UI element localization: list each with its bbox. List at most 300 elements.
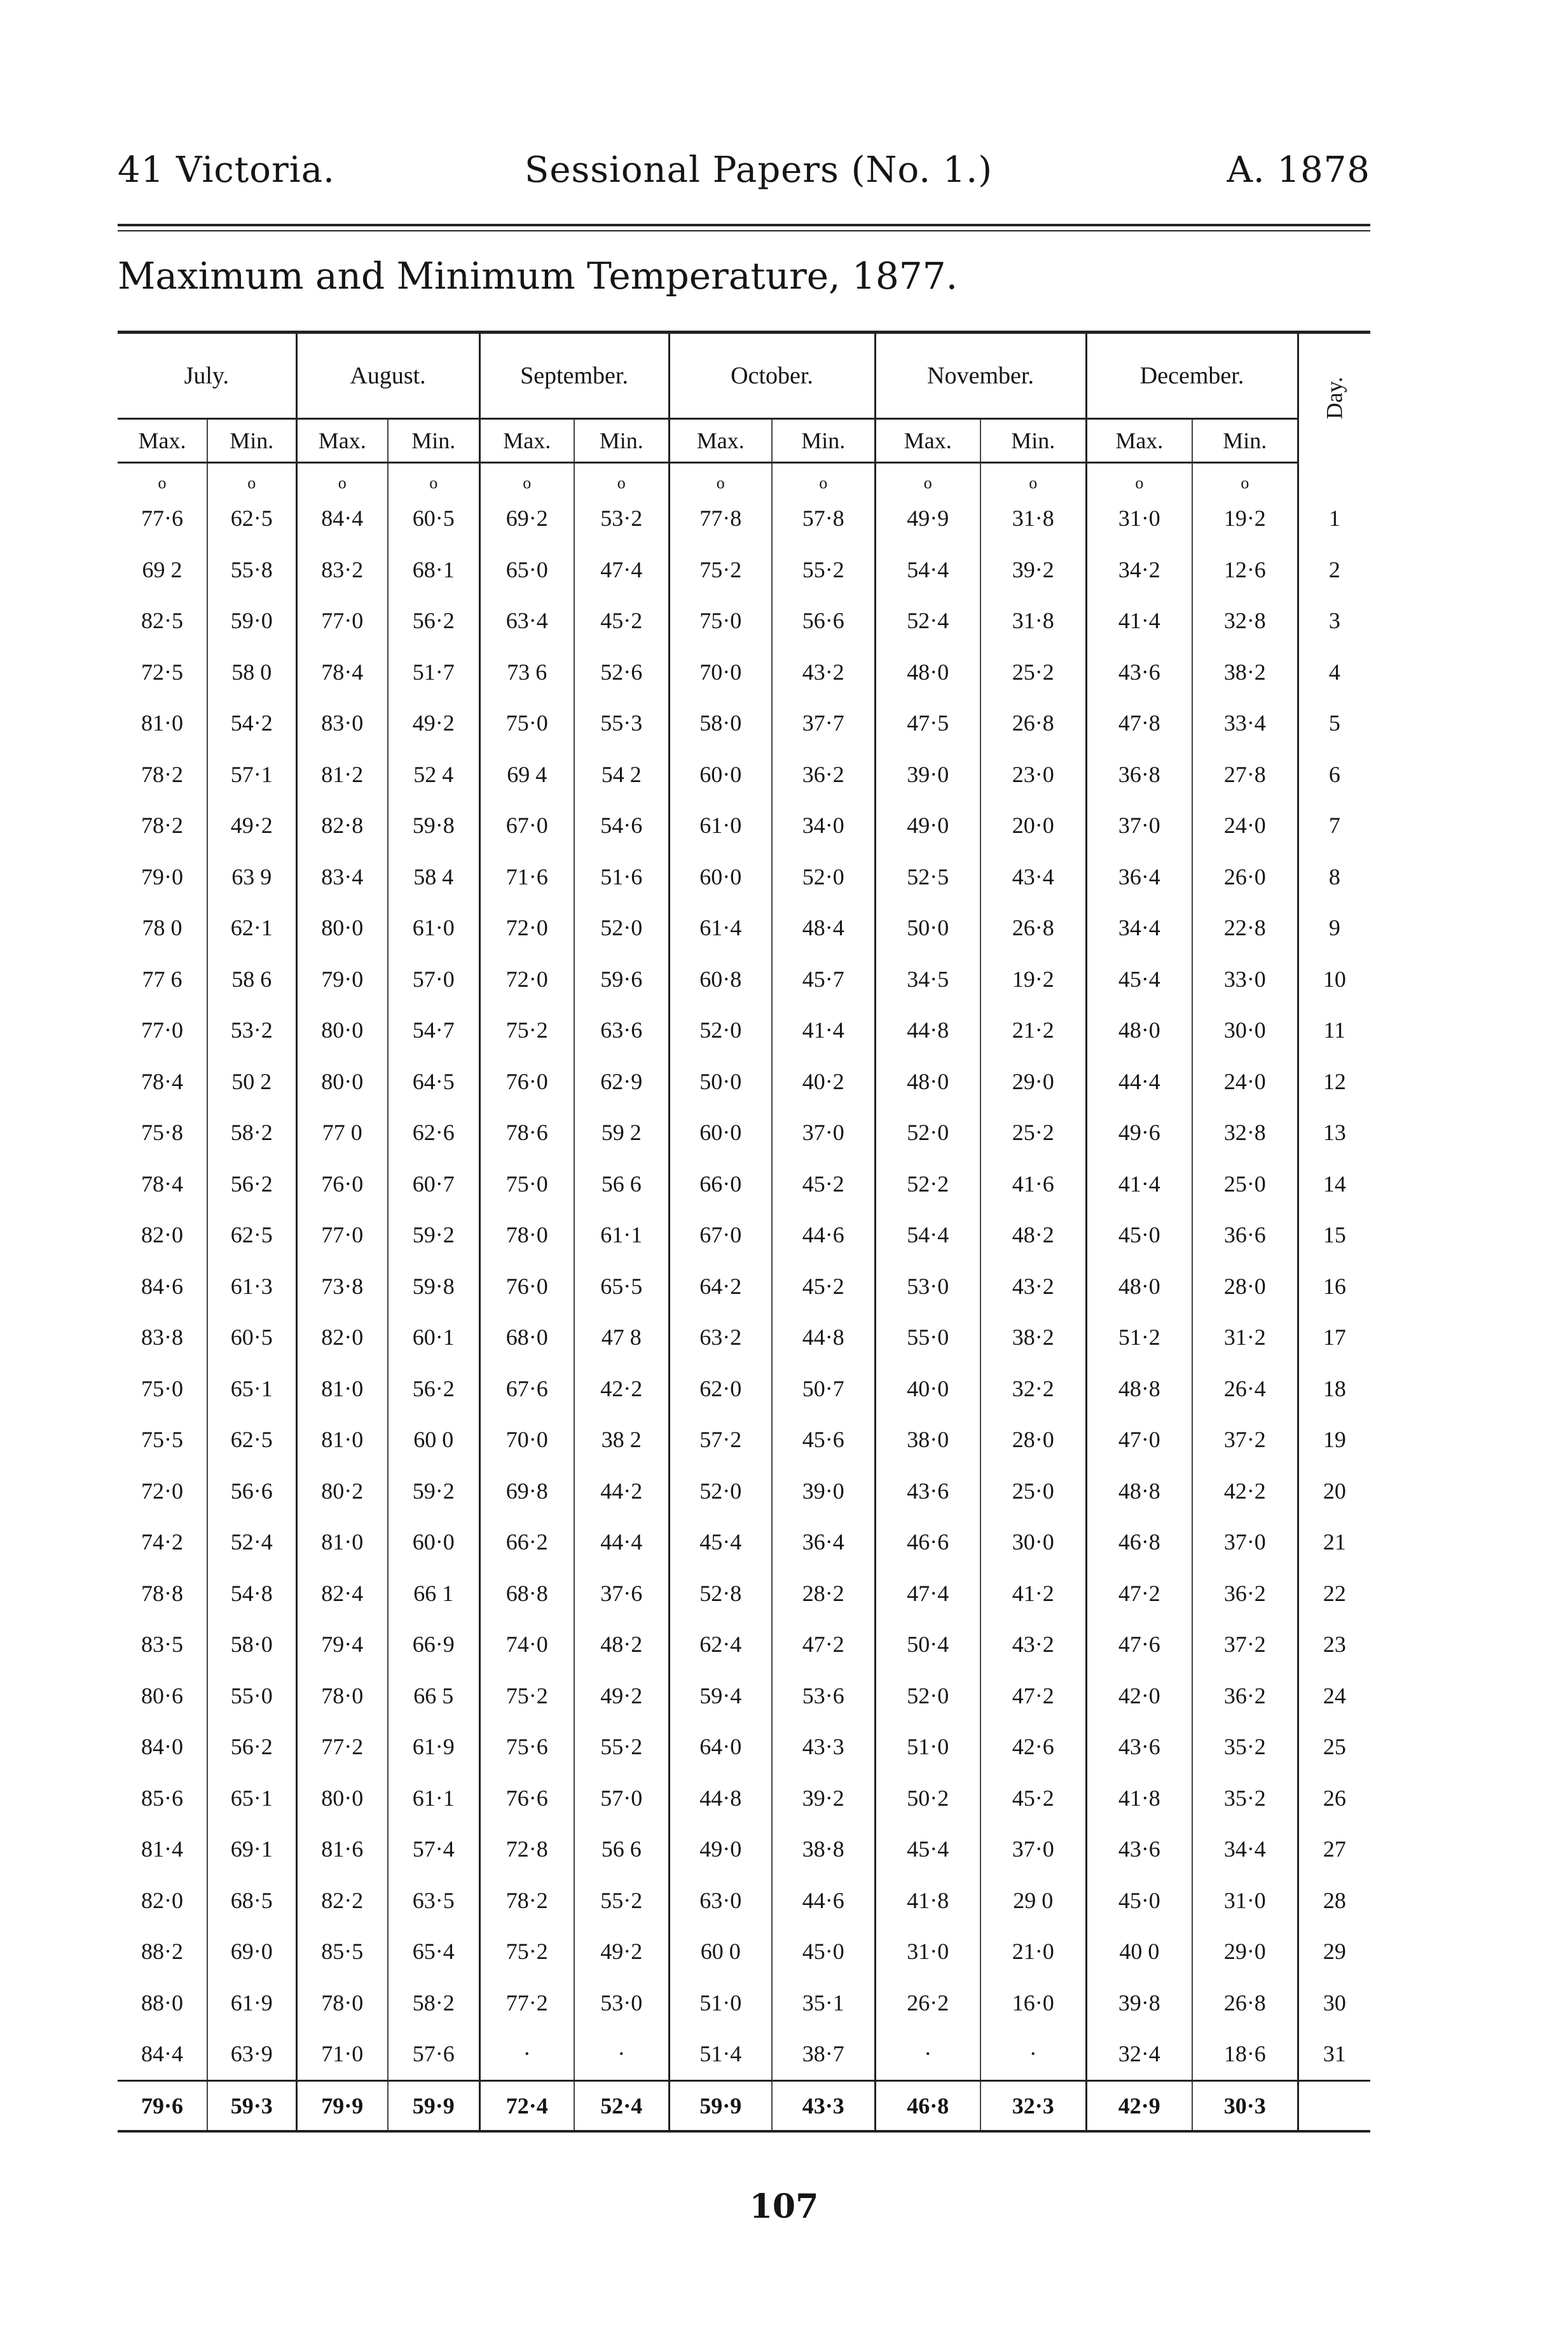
september-min-cell: 55·3: [574, 697, 669, 749]
november-max-cell: 52·0: [875, 1670, 980, 1722]
august-max-cell: 83·4: [296, 851, 388, 903]
december-max-cell: 46·8: [1086, 1516, 1192, 1568]
table-row: [118, 1261, 1370, 1312]
november-max-cell: 52·2: [875, 1158, 980, 1210]
september-min-cell: 51·6: [574, 851, 669, 903]
august-max-cell: 80·0: [296, 902, 388, 954]
august-min-cell: 58·2: [388, 1977, 479, 2029]
table-row: [118, 493, 1370, 544]
september-min-label: Min.: [574, 419, 669, 463]
july-max-cell: 84·4: [118, 2028, 207, 2080]
november-max-cell: 55·0: [875, 1312, 980, 1363]
day-number: 29: [1323, 1939, 1346, 1965]
november-min-cell: 29·0: [980, 1056, 1086, 1108]
december-max-cell: 41·4: [1086, 595, 1192, 647]
table-row: [118, 1209, 1370, 1261]
max-min-header-row: [118, 419, 1370, 463]
means-day-spacer: [1298, 2080, 1370, 2131]
day-number: 31: [1323, 2041, 1346, 2067]
october-min-cell: 57·8: [772, 493, 875, 544]
day-number: 25: [1323, 1734, 1346, 1760]
october-max-cell: 62·4: [669, 1619, 772, 1670]
august-max-cell: 80·0: [296, 1773, 388, 1824]
july-min-cell: 68·5: [207, 1875, 296, 1927]
november-max-cell: 51·0: [875, 1721, 980, 1773]
october-max-cell: 50·0: [669, 1056, 772, 1108]
month-september: September.: [479, 333, 669, 419]
july-min-cell: 65·1: [207, 1773, 296, 1824]
november-max-label: Max.: [875, 419, 980, 463]
day-number: 2: [1328, 556, 1340, 582]
december-max-cell: 34·4: [1086, 902, 1192, 954]
july-max-cell: 78·4: [118, 1056, 207, 1108]
table-row: [118, 1363, 1370, 1415]
july-max-cell: 88·2: [118, 1926, 207, 1977]
october-max-cell: 57·2: [669, 1414, 772, 1466]
degree-symbol: o: [1192, 463, 1298, 493]
october-max-cell: 51·0: [669, 1977, 772, 2029]
september-max-cell: 68·0: [479, 1312, 574, 1363]
november-max-cell: 26·2: [875, 1977, 980, 2029]
december-max-cell: 39·8: [1086, 1977, 1192, 2029]
table-row: [118, 1158, 1370, 1210]
day-number: 28: [1323, 1887, 1346, 1913]
august-max-label: Max.: [296, 419, 388, 463]
august-min-cell: 61·1: [388, 1773, 479, 1824]
month-july: July.: [118, 333, 296, 419]
july-min-cell: 54·8: [207, 1568, 296, 1619]
september-max-cell: 69 4: [479, 749, 574, 800]
day-number: 1: [1328, 505, 1340, 532]
july-min-cell: 57·1: [207, 749, 296, 800]
november-min-cell: 23·0: [980, 749, 1086, 800]
degree-symbol: o: [118, 463, 207, 493]
december-min-cell: 12·6: [1192, 544, 1298, 596]
september-min-cell: 44·4: [574, 1516, 669, 1568]
july-max-cell: 72·5: [118, 647, 207, 698]
july-max-cell: 69 2: [118, 544, 207, 596]
july-max-cell: 83·8: [118, 1312, 207, 1363]
august-min-cell: 59·8: [388, 1261, 479, 1312]
october-min-cell: 48·4: [772, 902, 875, 954]
december-max-cell: 43·6: [1086, 647, 1192, 698]
october-max-cell: 45·4: [669, 1516, 772, 1568]
october-min-cell: 45·6: [772, 1414, 875, 1466]
october-max-cell: 52·0: [669, 1466, 772, 1517]
header-rule-1: [118, 224, 1370, 226]
july-min-cell: 55·8: [207, 544, 296, 596]
november-min-cell: 29 0: [980, 1875, 1086, 1927]
december-min-cell: 37·2: [1192, 1619, 1298, 1670]
day-number: 6: [1328, 761, 1340, 787]
october-min-cell: 38·8: [772, 1824, 875, 1875]
october-min-cell: 37·0: [772, 1107, 875, 1158]
december-min-cell: 24·0: [1192, 1056, 1298, 1108]
november-min-cell: 21·2: [980, 1005, 1086, 1056]
november-min-cell: 43·4: [980, 851, 1086, 903]
july-max-cell: 82·5: [118, 595, 207, 647]
degree-symbol: o: [207, 463, 296, 493]
october-max-cell: 58·0: [669, 697, 772, 749]
august-min-cell: 60 0: [388, 1414, 479, 1466]
july-max-cell: 74·2: [118, 1516, 207, 1568]
july-max-cell: 78·2: [118, 800, 207, 851]
august-min-cell: 62·6: [388, 1107, 479, 1158]
december-min-cell: 26·0: [1192, 851, 1298, 903]
july-min-cell: 63·9: [207, 2028, 296, 2080]
header-year: A. 1878: [1227, 149, 1370, 191]
august-max-cell: 82·8: [296, 800, 388, 851]
september-max-cell: 66·2: [479, 1516, 574, 1568]
august-min-cell: 66 5: [388, 1670, 479, 1722]
september-min-cell: 54 2: [574, 749, 669, 800]
august-min-cell: 58 4: [388, 851, 479, 903]
table-row: [118, 1466, 1370, 1517]
day-number: 14: [1323, 1171, 1346, 1197]
september-min-cell: 38 2: [574, 1414, 669, 1466]
september-max-cell: 75·6: [479, 1721, 574, 1773]
july-max-cell: 81·4: [118, 1824, 207, 1875]
july-max-cell: 78·2: [118, 749, 207, 800]
october-min-cell: 45·2: [772, 1261, 875, 1312]
july-max-cell: 77 6: [118, 954, 207, 1005]
november-max-cell: 54·4: [875, 544, 980, 596]
august-min-cell: 61·0: [388, 902, 479, 954]
october-max-cell: 62·0: [669, 1363, 772, 1415]
november-min-mean: 32·3: [980, 2080, 1086, 2131]
december-max-cell: 34·2: [1086, 544, 1192, 596]
july-max-cell: 82·0: [118, 1875, 207, 1927]
october-max-cell: 44·8: [669, 1773, 772, 1824]
september-min-cell: 42·2: [574, 1363, 669, 1415]
july-max-cell: 75·5: [118, 1414, 207, 1466]
july-min-cell: 58·2: [207, 1107, 296, 1158]
august-max-cell: 84·4: [296, 493, 388, 544]
november-min-cell: 37·0: [980, 1824, 1086, 1875]
table-row: [118, 1107, 1370, 1158]
july-min-cell: 62·5: [207, 1209, 296, 1261]
november-min-cell: 48·2: [980, 1209, 1086, 1261]
september-max-cell: 75·2: [479, 1926, 574, 1977]
degree-symbol: o: [479, 463, 574, 493]
august-max-cell: 71·0: [296, 2028, 388, 2080]
november-max-cell: 54·4: [875, 1209, 980, 1261]
november-min-cell: 25·2: [980, 1107, 1086, 1158]
september-min-mean: 52·4: [574, 2080, 669, 2131]
september-max-cell: 77·2: [479, 1977, 574, 2029]
september-max-cell: 78·0: [479, 1209, 574, 1261]
july-max-cell: 78·4: [118, 1158, 207, 1210]
table-row: [118, 1056, 1370, 1108]
august-max-cell: 78·0: [296, 1977, 388, 2029]
august-min-cell: 59·2: [388, 1466, 479, 1517]
september-min-cell: 52·6: [574, 647, 669, 698]
header-rule-2: [118, 230, 1370, 231]
december-max-label: Max.: [1086, 419, 1192, 463]
september-min-cell: 56 6: [574, 1824, 669, 1875]
october-max-cell: 67·0: [669, 1209, 772, 1261]
september-max-cell: 70·0: [479, 1414, 574, 1466]
august-max-cell: 82·4: [296, 1568, 388, 1619]
december-min-cell: 24·0: [1192, 800, 1298, 851]
july-min-cell: 58 6: [207, 954, 296, 1005]
december-min-cell: 36·2: [1192, 1670, 1298, 1722]
day-column-header: Day.: [1298, 333, 1370, 463]
december-min-cell: 29·0: [1192, 1926, 1298, 1977]
september-min-cell: 47 8: [574, 1312, 669, 1363]
september-max-cell: 76·0: [479, 1261, 574, 1312]
july-max-cell: 78·8: [118, 1568, 207, 1619]
table-row: [118, 1568, 1370, 1619]
september-max-cell: 75·2: [479, 1670, 574, 1722]
november-max-cell: 50·2: [875, 1773, 980, 1824]
november-min-cell: 28·0: [980, 1414, 1086, 1466]
september-max-cell: 69·2: [479, 493, 574, 544]
november-min-cell: 32·2: [980, 1363, 1086, 1415]
november-max-cell: 47·4: [875, 1568, 980, 1619]
table-row: [118, 1773, 1370, 1824]
september-min-cell: 55·2: [574, 1875, 669, 1927]
december-max-cell: 49·6: [1086, 1107, 1192, 1158]
october-max-cell: 75·2: [669, 544, 772, 596]
december-max-cell: 48·8: [1086, 1363, 1192, 1415]
day-number: 5: [1328, 710, 1340, 736]
july-max-cell: 82·0: [118, 1209, 207, 1261]
july-min-cell: 61·9: [207, 1977, 296, 2029]
table-row: [118, 647, 1370, 698]
december-min-cell: 37·2: [1192, 1414, 1298, 1466]
table-row: [118, 2028, 1370, 2080]
table-row: [118, 1414, 1370, 1466]
august-max-cell: 78·0: [296, 1670, 388, 1722]
december-max-cell: 37·0: [1086, 800, 1192, 851]
table-row: [118, 1312, 1370, 1363]
september-max-cell: 68·8: [479, 1568, 574, 1619]
november-max-cell: 46·6: [875, 1516, 980, 1568]
september-min-cell: 52·0: [574, 902, 669, 954]
july-min-cell: 50 2: [207, 1056, 296, 1108]
august-max-cell: 82·0: [296, 1312, 388, 1363]
day-number: 23: [1323, 1632, 1346, 1658]
october-min-cell: 55·2: [772, 544, 875, 596]
degree-symbol: o: [669, 463, 772, 493]
august-max-cell: 78·4: [296, 647, 388, 698]
december-max-cell: 51·2: [1086, 1312, 1192, 1363]
december-min-cell: 26·8: [1192, 1977, 1298, 2029]
august-max-cell: 80·2: [296, 1466, 388, 1517]
july-min-cell: 56·2: [207, 1721, 296, 1773]
july-min-cell: 59·0: [207, 595, 296, 647]
november-min-cell: 30·0: [980, 1516, 1086, 1568]
november-min-cell: 26·8: [980, 697, 1086, 749]
october-min-cell: 43·3: [772, 1721, 875, 1773]
september-min-cell: 53·2: [574, 493, 669, 544]
august-max-cell: 77 0: [296, 1107, 388, 1158]
august-min-cell: 56·2: [388, 1363, 479, 1415]
september-max-cell: 72·0: [479, 902, 574, 954]
september-min-cell: 44·2: [574, 1466, 669, 1517]
table-row: [118, 595, 1370, 647]
november-max-cell: 52·4: [875, 595, 980, 647]
october-min-cell: 36·2: [772, 749, 875, 800]
december-max-cell: 43·6: [1086, 1824, 1192, 1875]
december-min-cell: 28·0: [1192, 1261, 1298, 1312]
november-max-mean: 46·8: [875, 2080, 980, 2131]
december-max-cell: 48·0: [1086, 1005, 1192, 1056]
december-min-cell: 30·0: [1192, 1005, 1298, 1056]
table-row: [118, 1670, 1370, 1722]
november-min-cell: 19·2: [980, 954, 1086, 1005]
august-min-cell: 68·1: [388, 544, 479, 596]
july-min-cell: 58·0: [207, 1619, 296, 1670]
october-max-cell: 63·0: [669, 1875, 772, 1927]
december-max-cell: 47·6: [1086, 1619, 1192, 1670]
august-min-cell: 49·2: [388, 697, 479, 749]
december-max-mean: 42·9: [1086, 2080, 1192, 2131]
september-min-cell: 47·4: [574, 544, 669, 596]
day-number: 7: [1328, 813, 1340, 839]
november-min-cell: 45·2: [980, 1773, 1086, 1824]
november-max-cell: ·: [875, 2028, 980, 2080]
day-number: 4: [1328, 659, 1340, 685]
october-max-cell: 59·4: [669, 1670, 772, 1722]
daily-rows: [118, 493, 1370, 2080]
august-max-cell: 82·2: [296, 1875, 388, 1927]
degree-symbol: o: [772, 463, 875, 493]
august-max-mean: 79·9: [296, 2080, 388, 2131]
august-min-label: Min.: [388, 419, 479, 463]
october-max-cell: 51·4: [669, 2028, 772, 2080]
day-number: 16: [1323, 1273, 1346, 1299]
september-max-cell: 78·6: [479, 1107, 574, 1158]
september-min-cell: 54·6: [574, 800, 669, 851]
december-min-cell: 34·4: [1192, 1824, 1298, 1875]
october-min-cell: 34·0: [772, 800, 875, 851]
november-max-cell: 48·0: [875, 647, 980, 698]
october-min-cell: 35·1: [772, 1977, 875, 2029]
september-max-cell: 69·8: [479, 1466, 574, 1517]
august-min-cell: 66·9: [388, 1619, 479, 1670]
day-number: 19: [1323, 1427, 1346, 1453]
october-min-cell: 28·2: [772, 1568, 875, 1619]
october-min-cell: 52·0: [772, 851, 875, 903]
september-max-cell: ·: [479, 2028, 574, 2080]
november-min-cell: 26·8: [980, 902, 1086, 954]
november-min-cell: 31·8: [980, 493, 1086, 544]
october-min-mean: 43·3: [772, 2080, 875, 2131]
november-min-cell: 16·0: [980, 1977, 1086, 2029]
july-max-cell: 77·0: [118, 1005, 207, 1056]
july-max-cell: 85·6: [118, 1773, 207, 1824]
day-number: 22: [1323, 1580, 1346, 1606]
october-max-cell: 60·0: [669, 1107, 772, 1158]
day-number: 13: [1323, 1120, 1346, 1146]
table-row: [118, 1005, 1370, 1056]
october-min-cell: 53·6: [772, 1670, 875, 1722]
october-min-cell: 39·2: [772, 1773, 875, 1824]
july-min-cell: 65·1: [207, 1363, 296, 1415]
day-number: 17: [1323, 1324, 1346, 1350]
table-row: [118, 1721, 1370, 1773]
november-max-cell: 44·8: [875, 1005, 980, 1056]
september-min-cell: 63·6: [574, 1005, 669, 1056]
december-min-cell: 25·0: [1192, 1158, 1298, 1210]
header-title: Sessional Papers (No. 1.): [525, 149, 993, 191]
degree-symbol-row: [118, 463, 1370, 493]
july-max-cell: 84·0: [118, 1721, 207, 1773]
october-max-cell: 77·8: [669, 493, 772, 544]
july-min-cell: 61·3: [207, 1261, 296, 1312]
table-row: [118, 902, 1370, 954]
november-min-cell: 43·2: [980, 1261, 1086, 1312]
august-min-cell: 60·7: [388, 1158, 479, 1210]
november-max-cell: 49·0: [875, 800, 980, 851]
october-min-cell: 41·4: [772, 1005, 875, 1056]
september-min-cell: ·: [574, 2028, 669, 2080]
november-min-cell: 41·6: [980, 1158, 1086, 1210]
september-min-cell: 59 2: [574, 1107, 669, 1158]
august-max-cell: 79·0: [296, 954, 388, 1005]
october-min-cell: 45·2: [772, 1158, 875, 1210]
table-row: [118, 1516, 1370, 1568]
october-min-cell: 44·8: [772, 1312, 875, 1363]
july-min-label: Min.: [207, 419, 296, 463]
september-min-cell: 49·2: [574, 1670, 669, 1722]
month-header-row: [118, 333, 1370, 419]
july-max-cell: 78 0: [118, 902, 207, 954]
july-min-cell: 62·5: [207, 1414, 296, 1466]
month-december: December.: [1086, 333, 1298, 419]
september-max-label: Max.: [479, 419, 574, 463]
july-max-label: Max.: [118, 419, 207, 463]
november-max-cell: 45·4: [875, 1824, 980, 1875]
september-min-cell: 62·9: [574, 1056, 669, 1108]
november-max-cell: 48·0: [875, 1056, 980, 1108]
september-max-cell: 72·0: [479, 954, 574, 1005]
november-min-cell: 39·2: [980, 544, 1086, 596]
november-min-cell: 31·8: [980, 595, 1086, 647]
november-min-cell: 21·0: [980, 1926, 1086, 1977]
july-max-mean: 79·6: [118, 2080, 207, 2131]
november-min-cell: 47·2: [980, 1670, 1086, 1722]
august-min-cell: 60·1: [388, 1312, 479, 1363]
december-max-cell: 48·0: [1086, 1261, 1192, 1312]
day-number: 10: [1323, 966, 1346, 992]
july-min-cell: 49·2: [207, 800, 296, 851]
september-max-cell: 75·0: [479, 697, 574, 749]
december-min-cell: 33·0: [1192, 954, 1298, 1005]
october-min-cell: 45·7: [772, 954, 875, 1005]
september-max-cell: 65·0: [479, 544, 574, 596]
table-title: Maximum and Minimum Temperature, 1877.: [118, 254, 958, 298]
september-min-cell: 45·2: [574, 595, 669, 647]
temperature-table: [118, 331, 1370, 2133]
august-max-cell: 81·0: [296, 1363, 388, 1415]
august-max-cell: 81·6: [296, 1824, 388, 1875]
august-max-cell: 83·0: [296, 697, 388, 749]
day-number: 8: [1328, 863, 1340, 890]
august-min-cell: 57·0: [388, 954, 479, 1005]
running-header: [118, 149, 1370, 194]
september-max-cell: 76·6: [479, 1773, 574, 1824]
september-min-cell: 56 6: [574, 1158, 669, 1210]
degree-symbol: o: [875, 463, 980, 493]
day-number: 27: [1323, 1836, 1346, 1862]
august-max-cell: 85·5: [296, 1926, 388, 1977]
july-max-cell: 80·6: [118, 1670, 207, 1722]
december-min-cell: 42·2: [1192, 1466, 1298, 1517]
november-max-cell: 53·0: [875, 1261, 980, 1312]
